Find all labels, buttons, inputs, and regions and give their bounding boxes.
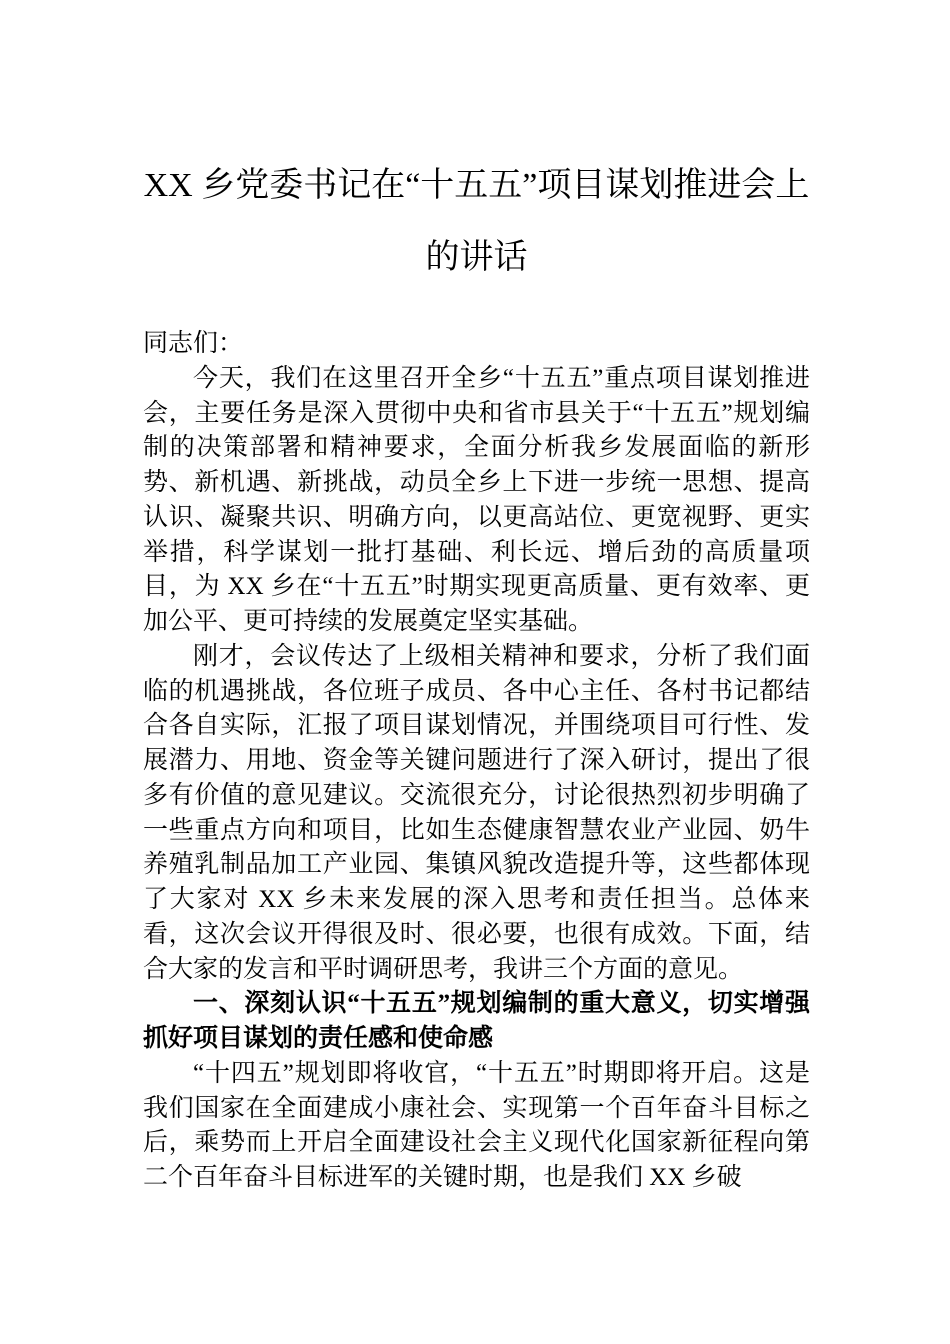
salutation: 同志们： <box>143 330 244 357</box>
section-1-heading: 一、深刻认识“十五五”规划编制的重大意义，切实增强抓好项目谋划的责任感和使命感 <box>143 990 810 1052</box>
document-title: XX 乡党委书记在“十五五”项目谋划推进会上的讲话 <box>143 167 810 276</box>
document-body <box>143 327 810 1196</box>
paragraph-opening: 今天，我们在这里召开全乡“十五五”重点项目谋划推进会，主要任务是深入贯彻中央和省市县关于“十五五”规划编制的决策部署和精神要求，全面分析我乡发展面临的新形势、新机遇、新挑战，动员全乡上下进一步统一思想、提高认识、凝聚共识、明确方向，以更高站位、更宽视野、更实举措，科学谋划一批打基础、利长远、增后劲的高质量项目，为 XX 乡在“十五五”时期实现更高质量、更有效率、更加公平、更可持续的发展奠定坚实基础。 <box>143 364 810 635</box>
paragraph-section-1-body: “十四五”规划即将收官，“十五五”时期即将开启。这是我们国家在全面建成小康社会、实现第一个百年奋斗目标之后，乘势而上开启全面建设社会主义现代化国家新征程向第二个百年奋斗目标进军的关键时期，也是我们 XX 乡破 <box>143 1059 810 1191</box>
paragraph-meeting-summary: 刚才，会议传达了上级相关精神和要求，分析了我们面临的机遇挑战，各位班子成员、各中心主任、各村书记都结合各自实际，汇报了项目谋划情况，并围绕项目可行性、发展潜力、用地、资金等关键问题进行了深入研讨，提出了很多有价值的意见建议。交流很充分，讨论很热烈初步明确了一些重点方向和项目，比如生态健康智慧农业产业园、奶牛养殖乳制品加工产业园、集镇风貌改造提升等，这些都体现了大家对 XX 乡未来发展的深入思考和责任担当。总体来看，这次会议开得很及时、很必要，也很有成效。下面，结合大家的发言和平时调研思考，我讲三个方面的意见。 <box>143 642 810 983</box>
